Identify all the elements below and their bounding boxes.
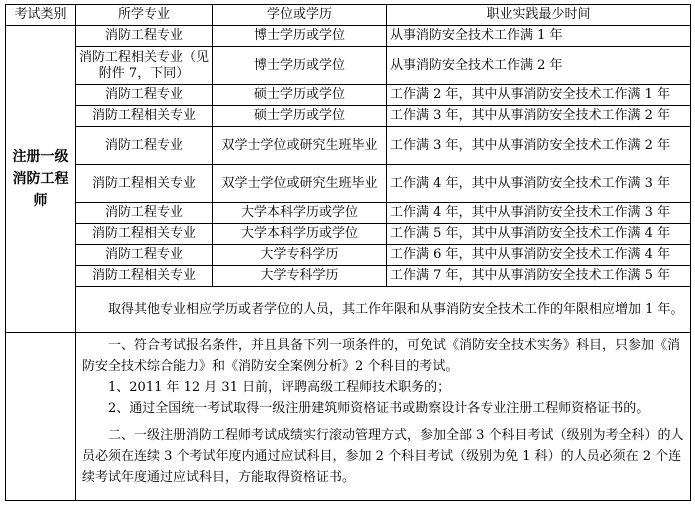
notes-paragraph-2: 1、2011 年 12 月 31 日前，评聘高级工程师技术职务的； (108, 380, 451, 395)
table-row (6, 245, 691, 266)
table-row (6, 47, 691, 85)
table-row (6, 224, 691, 245)
table-row (6, 165, 691, 203)
practice-cell: 从事消防安全技术工作满 1 年 (387, 26, 691, 47)
header-practice: 职业实践最少时间 (387, 5, 691, 26)
major-cell: 消防工程专业 (76, 245, 213, 266)
major-cell: 消防工程相关专业 (76, 165, 213, 203)
major-cell: 消防工程相关专业 (76, 106, 213, 127)
table-row (6, 266, 691, 287)
major-cell: 消防工程专业 (76, 85, 213, 106)
major-cell: 消防工程相关专业 (76, 224, 213, 245)
requirements-table (5, 4, 691, 501)
notes-paragraph-1: 一、符合考试报名条件，并且具备下列一项条件的，可免试《消防安全技术实务》科目，只参加《消防安全技术综合能力》和《消防安全案例分析》2 个科目的考试。 (82, 338, 681, 374)
table-row (6, 127, 691, 165)
degree-cell: 大学专科学历 (213, 266, 387, 287)
degree-cell: 双学士学位或研究生班毕业 (213, 165, 387, 203)
table-row (6, 26, 691, 47)
degree-cell: 硕士学历或学位 (213, 85, 387, 106)
notes-left-cell (6, 333, 76, 501)
major-cell: 消防工程相关专业 (76, 266, 213, 287)
practice-cell: 工作满 3 年，其中从事消防安全技术工作满 2 年 (387, 127, 691, 165)
degree-cell: 大学本科学历或学位 (213, 224, 387, 245)
degree-cell: 博士学历或学位 (213, 26, 387, 47)
table-row (6, 106, 691, 127)
notes-row (6, 333, 691, 501)
notes-paragraph-3: 2、通过全国统一考试取得一级注册建筑师资格证书或勘察设计各专业注册工程师资格证书的。 (108, 401, 650, 416)
practice-cell: 工作满 5 年，其中从事消防安全技术工作满 4 年 (387, 224, 691, 245)
header-category: 考试类别 (6, 5, 76, 26)
practice-cell: 工作满 2 年，其中从事消防安全技术工作满 1 年 (387, 85, 691, 106)
practice-cell: 从事消防安全技术工作满 2 年 (387, 47, 691, 85)
degree-cell: 博士学历或学位 (213, 47, 387, 85)
practice-cell: 工作满 4 年，其中从事消防安全技术工作满 3 年 (387, 165, 691, 203)
notes-paragraph-4: 二、一级注册消防工程师考试成绩实行滚动管理方式，参加全部 3 个科目考试（级别为考全科）的人员必须在连续 3 个考试年度内通过应试科目，参加 2 个科目考试（级别为免 1 科）的人员必须在 2 个连续考试年度通过应试科目，方能取得资格证书。 (82, 428, 684, 485)
practice-cell: 工作满 3 年，其中从事消防安全技术工作满 2 年 (387, 106, 691, 127)
degree-cell: 大学本科学历或学位 (213, 203, 387, 224)
practice-cell: 工作满 7 年，其中从事消防安全技术工作满 5 年 (387, 266, 691, 287)
major-cell: 消防工程专业 (76, 26, 213, 47)
category-cell: 注册一级消防工程师 (6, 26, 76, 333)
degree-cell: 双学士学位或研究生班毕业 (213, 127, 387, 165)
requirements-document (5, 4, 690, 501)
degree-cell: 大学专科学历 (213, 245, 387, 266)
other-majors-note: 取得其他专业相应学历或者学位的人员，其工作年限和从事消防安全技术工作的年限相应增加 1 年。 (76, 287, 691, 333)
table-row (6, 85, 691, 106)
header-degree: 学位或学历 (213, 5, 387, 26)
header-major: 所学专业 (76, 5, 213, 26)
notes-cell (76, 333, 691, 501)
header-row (6, 5, 691, 26)
practice-cell: 工作满 6 年，其中从事消防安全技术工作满 4 年 (387, 245, 691, 266)
major-cell: 消防工程专业 (76, 203, 213, 224)
table-row (6, 203, 691, 224)
practice-cell: 工作满 4 年，其中从事消防安全技术工作满 3 年 (387, 203, 691, 224)
major-cell: 消防工程相关专业（见附件 7，下同） (76, 47, 213, 85)
major-cell: 消防工程专业 (76, 127, 213, 165)
degree-cell: 硕士学历或学位 (213, 106, 387, 127)
other-majors-row (6, 287, 691, 333)
